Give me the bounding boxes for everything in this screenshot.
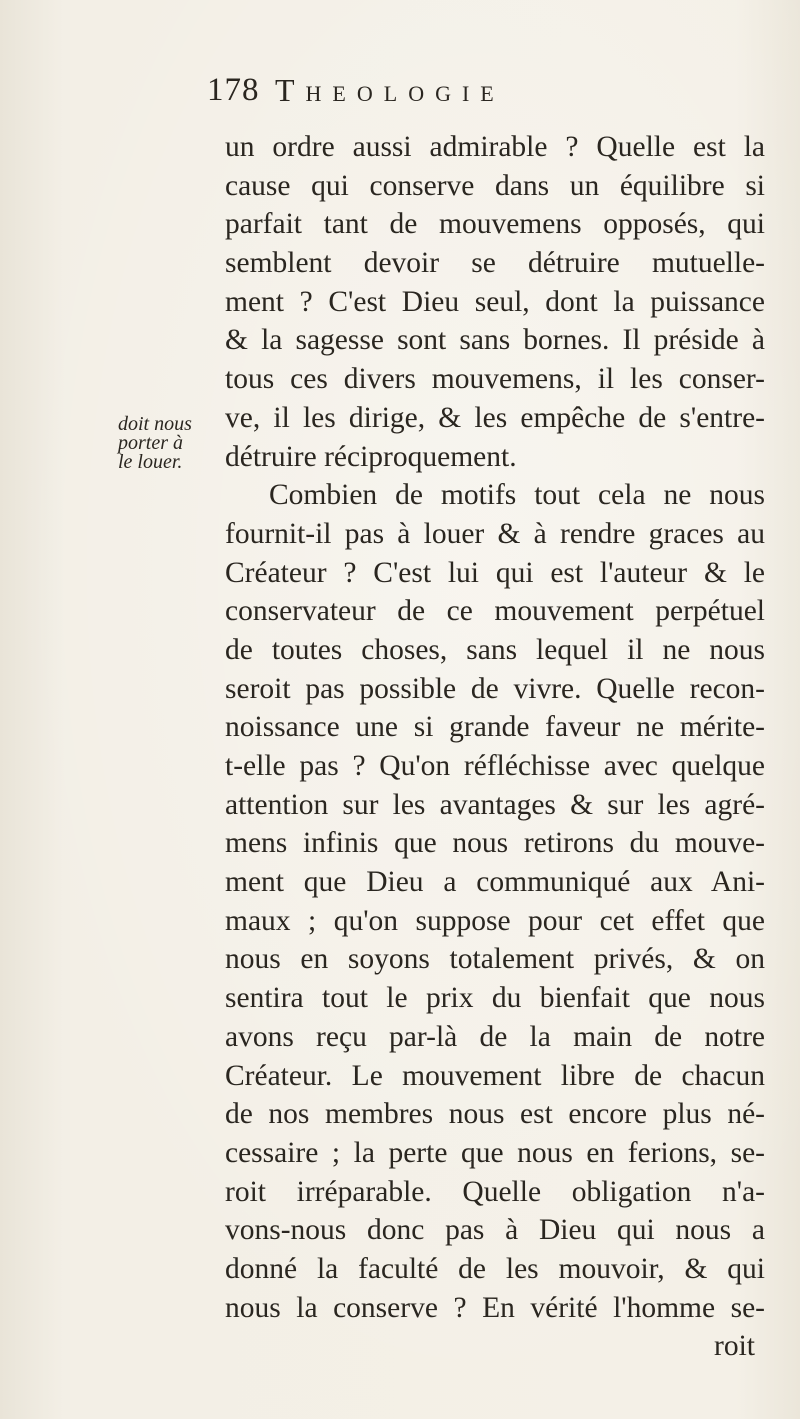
body-text (225, 128, 765, 1366)
text-line: nous la conserve ? En vérité l'homme se- (225, 1291, 765, 1324)
text-line: conservateur de ce mouvement perpétuel (225, 595, 765, 628)
text-line: noissance une si grande faveur ne mérite- (225, 711, 765, 744)
text-line: avons reçu par-là de la main de notre (225, 1020, 765, 1053)
text-line: Créateur ? C'est lui qui est l'auteur & le (225, 556, 765, 589)
text-line: & la sagesse sont sans bornes. Il préside à (225, 324, 765, 357)
text-line: ve, il les dirige, & les empêche de s'entre- (225, 401, 765, 434)
marginal-note-line: le louer. (118, 451, 183, 473)
page-number: 178 (207, 72, 260, 108)
text-line: Combien de motifs tout cela ne nous (269, 479, 765, 512)
text-line: t-elle pas ? Qu'on réfléchisse avec quelque (225, 750, 765, 782)
running-head: Theologie (275, 72, 505, 108)
text-line: seroit pas possible de vivre. Quelle recon- (225, 672, 765, 705)
text-line: tous ces divers mouvemens, il les conser- (225, 363, 765, 396)
text-line: détruire réciproquement. (225, 440, 517, 473)
text-line: un ordre aussi admirable ? Quelle est la (225, 131, 765, 163)
text-line: nous en soyons totalement privés, & on (225, 943, 765, 976)
text-line: semblent devoir se détruire mutuelle- (225, 247, 765, 280)
text-line: maux ; qu'on suppose pour cet effet que (225, 904, 765, 937)
text-line: sentira tout le prix du bienfait que nous (225, 982, 765, 1015)
text-line: cessaire ; la perte que nous en ferions, se- (225, 1136, 765, 1169)
text-line: ment que Dieu a communiqué aux Ani- (225, 866, 765, 899)
text-line: de toutes choses, sans lequel il ne nous (225, 633, 765, 666)
text-line: fournit-il pas à louer & à rendre graces au (225, 517, 765, 550)
text-line: Créateur. Le mouvement libre de chacun (225, 1059, 765, 1092)
text-line: de nos membres nous est encore plus né- (225, 1098, 765, 1131)
text-line: cause qui conserve dans un équilibre si (225, 169, 765, 202)
marginal-note-line: doit nous (118, 413, 192, 435)
catchword: roit (714, 1330, 755, 1363)
page-header (207, 72, 637, 112)
text-line: mens infinis que nous retirons du mouve- (225, 827, 765, 860)
text-line: attention sur les avantages & sur les agré- (225, 788, 765, 821)
text-line: roit irréparable. Quelle obligation n'a- (225, 1175, 765, 1208)
text-line: ment ? C'est Dieu seul, dont la puissance (225, 285, 765, 318)
marginal-note (118, 415, 223, 472)
text-line: vons-nous donc pas à Dieu qui nous a (225, 1214, 765, 1247)
text-line: donné la faculté de les mouvoir, & qui (225, 1252, 765, 1285)
text-line: parfait tant de mouvemens opposés, qui (225, 208, 765, 241)
marginal-note-line: porter à (118, 432, 183, 454)
